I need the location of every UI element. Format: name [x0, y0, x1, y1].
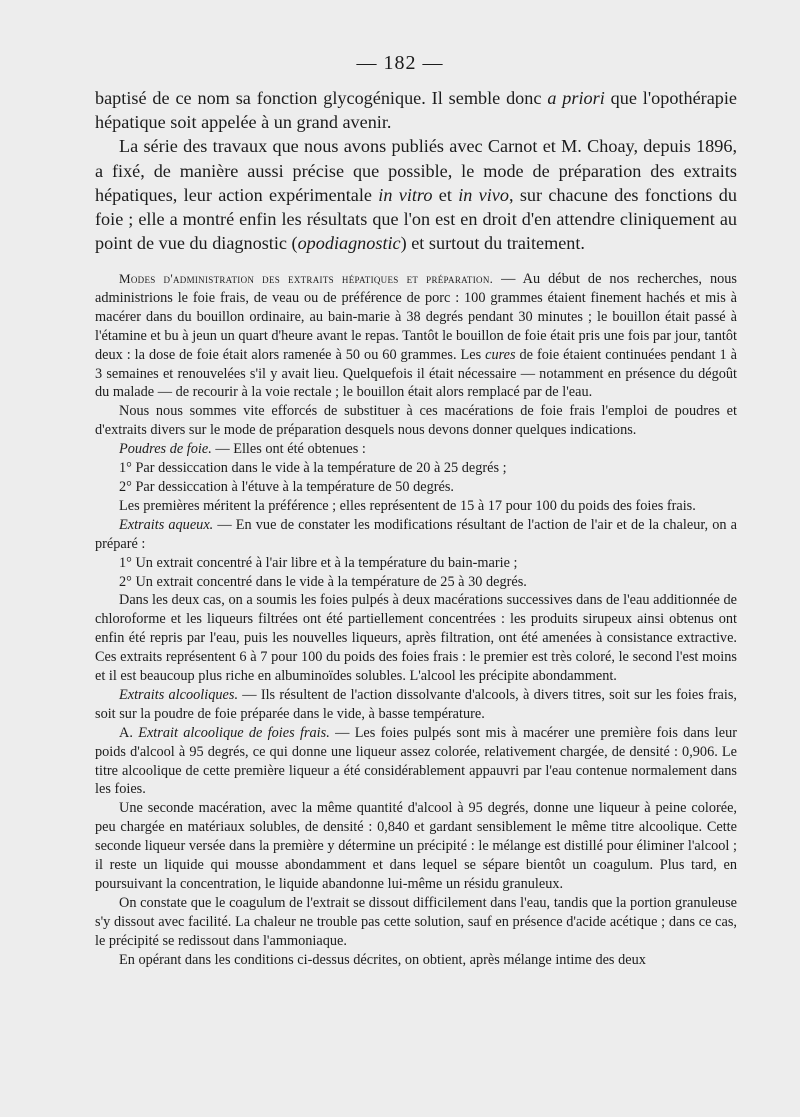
- aqueux-paragraph: Extraits aqueux. — En vue de constater les modifications résultant de l'action de l'air et de la chaleur, on a préparé :: [95, 516, 737, 552]
- list-item: 2° Par dessiccation à l'étuve à la température de 50 degrés.: [119, 478, 454, 495]
- section-heading: Modes d'administration des extraits hépatiques et préparation.: [119, 271, 494, 286]
- page-number: — 182 —: [356, 52, 444, 74]
- subsection-title: Extraits alcooliques.: [119, 686, 239, 703]
- second-maceration-paragraph: Une seconde macération, avec la même quantité d'alcool à 95 degrés, donne une liqueur à peine colorée, peu chargée en matériaux solubles, de densité : 0,840 et gardant sensiblement le même titre alcoolique. Cette seconde liqueur versée dans la première y détermine un précipité : le mélange est distillé pour éliminer l'alcool ; il reste un liquide qui mousse abondamment et dans lequel se sépare bientôt un coagulum. Plus tard, en poursuivant la concentration, le liquide abandonne lui-même un résidu granuleux.: [95, 800, 737, 892]
- intro-section: [95, 86, 737, 255]
- intro-paragraph-2: La série des travaux que nous avons publiés avec Carnot et M. Choay, depuis 1896, a fixé, de manière aussi précise que possible, le mode de préparation des extraits hépatiques, leur action expérimentale in vitro et in vivo, sur chacune des fonctions du foie ; elle a montré enfin les résultats que l'on est en droit d'en attendre cliniquement au point de vue du diagnostic (opodiagnostic) et surtout du traitement.: [95, 136, 737, 254]
- poudres-paragraph: Poudres de foie. — Elles ont été obtenues :: [119, 441, 366, 458]
- substitution-paragraph: Nous nous sommes vite efforcés de substituer à ces macérations de foie frais l'emploi de poudres et d'extraits divers sur le mode de préparation desquels nous devons donner quelques indications.: [95, 403, 737, 439]
- poudres-conclusion: Les premières méritent la préférence ; elles représentent de 15 à 17 pour 100 du poids des foies frais.: [119, 497, 696, 514]
- list-item: 1° Un extrait concentré à l'air libre et à la température du bain-marie ;: [119, 554, 518, 571]
- aqueux-description: Dans les deux cas, on a soumis les foies pulpés à deux macérations successives dans de l'eau additionnée de chloroforme et les liqueurs filtrées ont été partiellement concentrées : les produits sirupeux ainsi obtenus ont enfin été repris par l'eau, puis les nouvelles liqueurs, après filtration, ont été amenées à consistance extractive. Ces extraits représentent 6 à 7 pour 100 du poids des foies frais : le premier est très coloré, le second l'est moins et il est beaucoup plus riche en albuminoïdes solubles. L'alcool les précipite abondamment.: [95, 592, 737, 685]
- subsection-title: Extrait alcoolique de foies frais.: [138, 724, 330, 741]
- last-paragraph: En opérant dans les conditions ci-dessus décrites, on obtient, après mélange intime des deux: [119, 951, 646, 968]
- modes-paragraph: Modes d'administration des extraits hépatiques et préparation. — Au début de nos recherches, nous administrions le foie frais, de veau ou de préférence de porc : 100 grammes étaient finement hachés et mis à macérer dans du bouillon ordinaire, au bain-marie à 38 degrés pendant 30 minutes ; le bouillon était passé à l'étamine et bu à jeun un quart d'heure avant le repas. Tantôt le bouillon de foie était pris une fois par jour, tantôt deux : la dose de foie était alors ramenée à 50 ou 60 grammes. Les cures de foie étaient continuées pendant 1 à 3 semaines et renouvelées s'il y avait lieu. Quelquefois il était nécessaire — notamment en présence du dégoût du malade — de recourir à la voie rectale ; le bouillon était alors remplacé par de l'eau.: [95, 271, 737, 401]
- extrait-a-paragraph: A. Extrait alcoolique de foies frais. — Les foies pulpés sont mis à macérer une première fois dans leur poids d'alcool à 95 degrés, ce qui donne une liqueur assez colorée, relativement chargée, de densité : 0,906. Le titre alcoolique de cette première liqueur a été considérablement appauvri par l'eau contenue normalement dans les foies.: [95, 724, 737, 798]
- subsection-title: Poudres de foie.: [119, 441, 212, 458]
- intro-paragraph-1: baptisé de ce nom sa fonction glycogénique. Il semble donc a priori que l'opothérapie hépatique soit appelée à un grand avenir.: [95, 88, 737, 133]
- coagulum-paragraph: On constate que le coagulum de l'extrait se dissout difficilement dans l'eau, tandis que la portion granuleuse s'y dissout avec facilité. La chaleur ne trouble pas cette solution, sauf en présence d'acide acétique ; dans ce cas, le précipité se redissout dans l'ammoniaque.: [95, 894, 737, 949]
- main-section: [95, 270, 737, 970]
- alcooliques-paragraph: Extraits alcooliques. — Ils résultent de l'action dissolvante d'alcools, à divers titres, soit sur les foies frais, soit sur la poudre de foie préparée dans le vide, à basse température.: [95, 686, 737, 722]
- subsection-title: Extraits aqueux.: [119, 516, 214, 533]
- list-item: 1° Par dessiccation dans le vide à la température de 20 à 25 degrés ;: [119, 460, 507, 477]
- list-item: 2° Un extrait concentré dans le vide à la température de 25 à 30 degrés.: [119, 573, 527, 590]
